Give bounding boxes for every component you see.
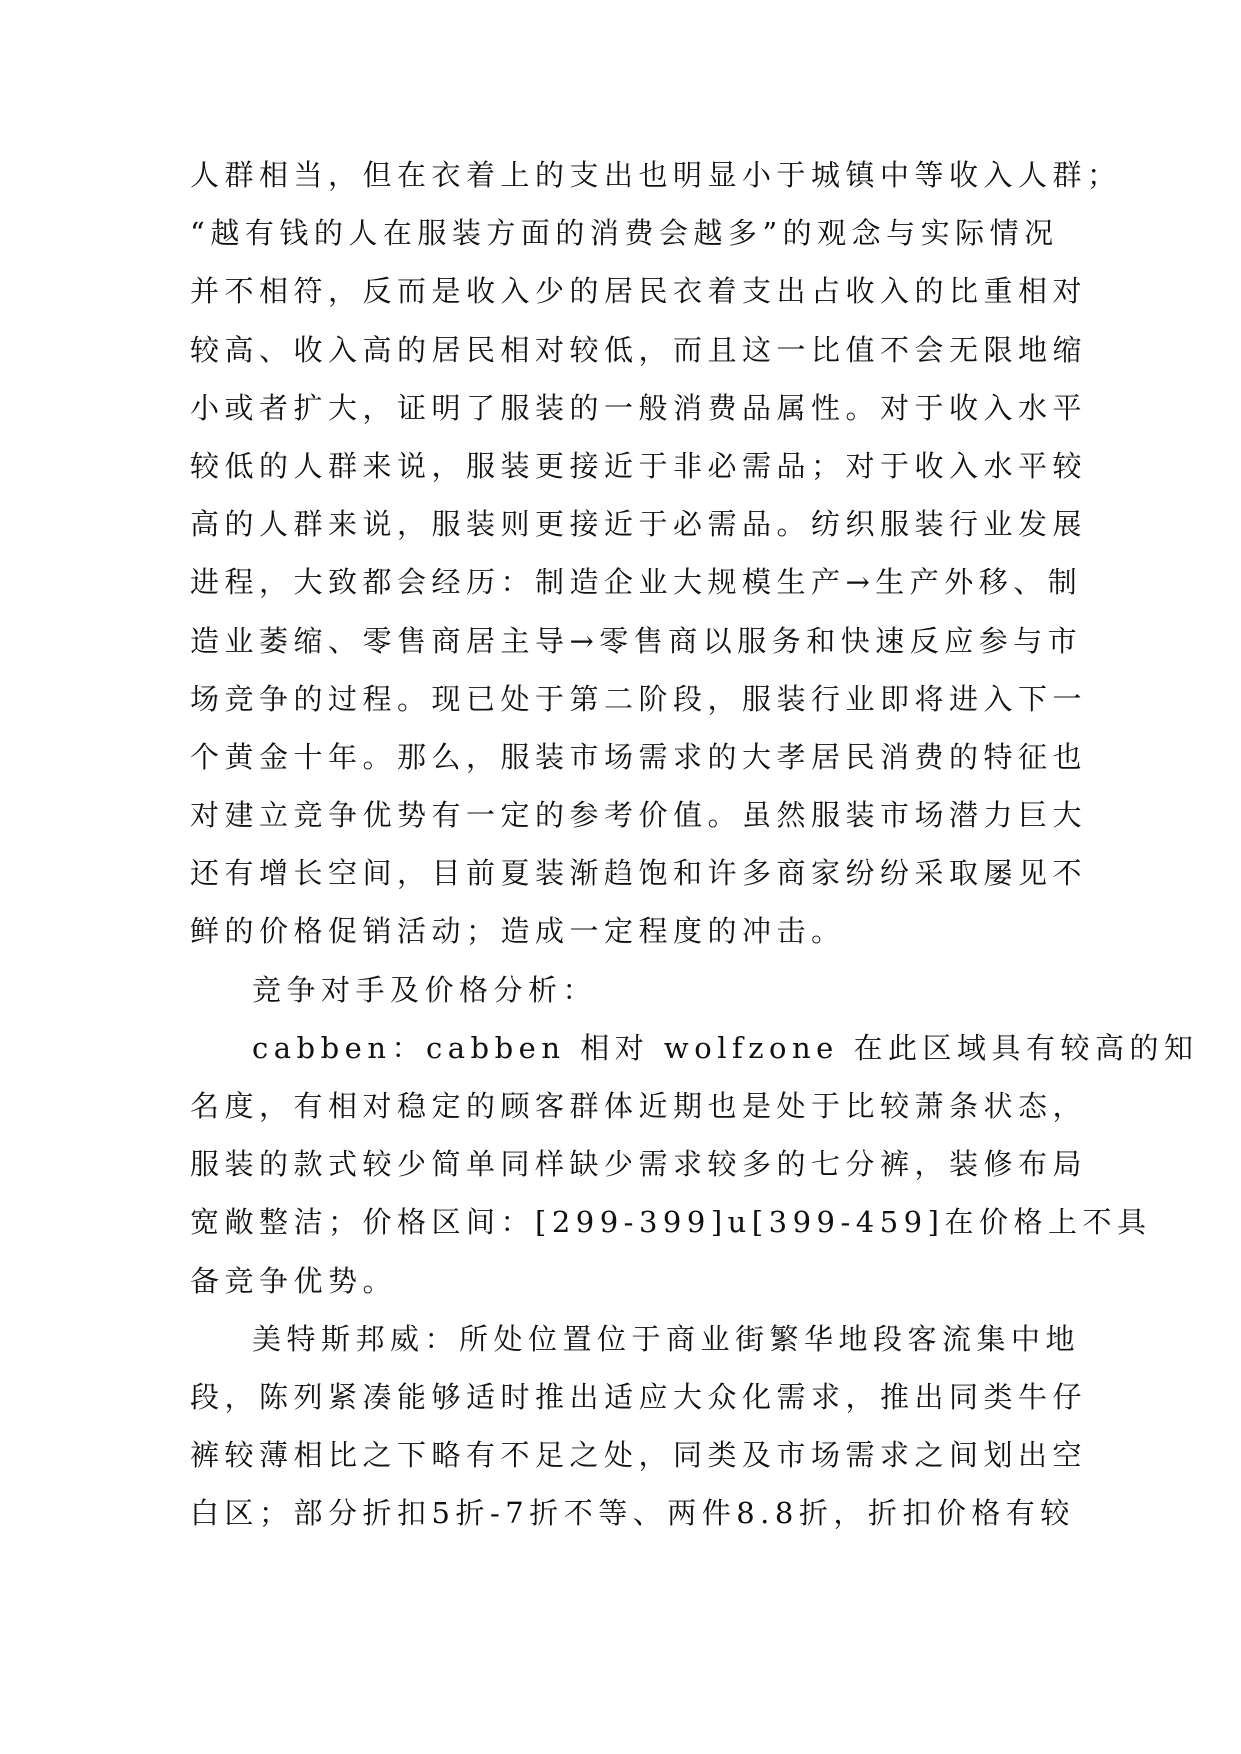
text-line: 美特斯邦威：所处位置位于商业街繁华地段客流集中地 bbox=[252, 1321, 1081, 1356]
text-line: 服装的款式较少简单同样缺少需求较多的七分裤，装修布局 bbox=[190, 1147, 1088, 1182]
text-line: “越有钱的人在服装方面的消费会越多”的观念与实际情况 bbox=[190, 216, 1059, 251]
text-line: 对建立竞争优势有一定的参考价值。虽然服装市场潜力巨大 bbox=[190, 798, 1088, 833]
body-text bbox=[190, 146, 1199, 1543]
text-line: 并不相符，反而是收入少的居民衣着支出占收入的比重相对 bbox=[190, 274, 1088, 309]
text-line: 较低的人群来说，服装更接近于非必需品；对于收入水平较 bbox=[190, 448, 1088, 483]
text-line: cabben：cabben 相对 wolfzone 在此区域具有较高的知 bbox=[252, 1030, 1199, 1065]
text-line: 个黄金十年。那么，服装市场需求的大孝居民消费的特征也 bbox=[190, 739, 1088, 774]
text-line: 场竞争的过程。现已处于第二阶段，服装行业即将进入下一 bbox=[190, 681, 1088, 716]
text-line: 宽敞整洁；价格区间：[299-399]u[399-459]在价格上不具 bbox=[190, 1205, 1152, 1240]
section-heading: 竞争对手及价格分析： bbox=[252, 972, 598, 1007]
text-line: 人群相当，但在衣着上的支出也明显小于城镇中等收入人群； bbox=[190, 158, 1122, 192]
text-line: 裤较薄相比之下略有不足之处，同类及市场需求之间划出空 bbox=[190, 1438, 1088, 1473]
text-line: 鲜的价格促销活动；造成一定程度的冲击。 bbox=[190, 914, 846, 949]
text-line: 段，陈列紧凑能够适时推出适应大众化需求，推出同类牛仔 bbox=[190, 1379, 1088, 1414]
text-line: 进程，大致都会经历：制造企业大规模生产→生产外移、制 bbox=[190, 565, 1083, 600]
text-line: 名度，有相对稳定的顾客群体近期也是处于比较萧条状态， bbox=[190, 1089, 1088, 1123]
text-line: 白区；部分折扣5折-7折不等、两件8.8折，折扣价格有较 bbox=[190, 1496, 1075, 1531]
text-line: 还有增长空间，目前夏装渐趋饱和许多商家纷纷采取屡见不 bbox=[190, 856, 1088, 891]
text-line: 备竞争优势。 bbox=[190, 1263, 398, 1298]
text-line: 高的人群来说，服装则更接近于必需品。纺织服装行业发展 bbox=[190, 507, 1088, 542]
text-line: 较高、收入高的居民相对较低，而且这一比值不会无限地缩 bbox=[190, 332, 1088, 367]
text-line: 小或者扩大，证明了服装的一般消费品属性。对于收入水平 bbox=[190, 390, 1088, 425]
text-line: 造业萎缩、零售商居主导→零售商以服务和快速反应参与市 bbox=[190, 623, 1083, 658]
